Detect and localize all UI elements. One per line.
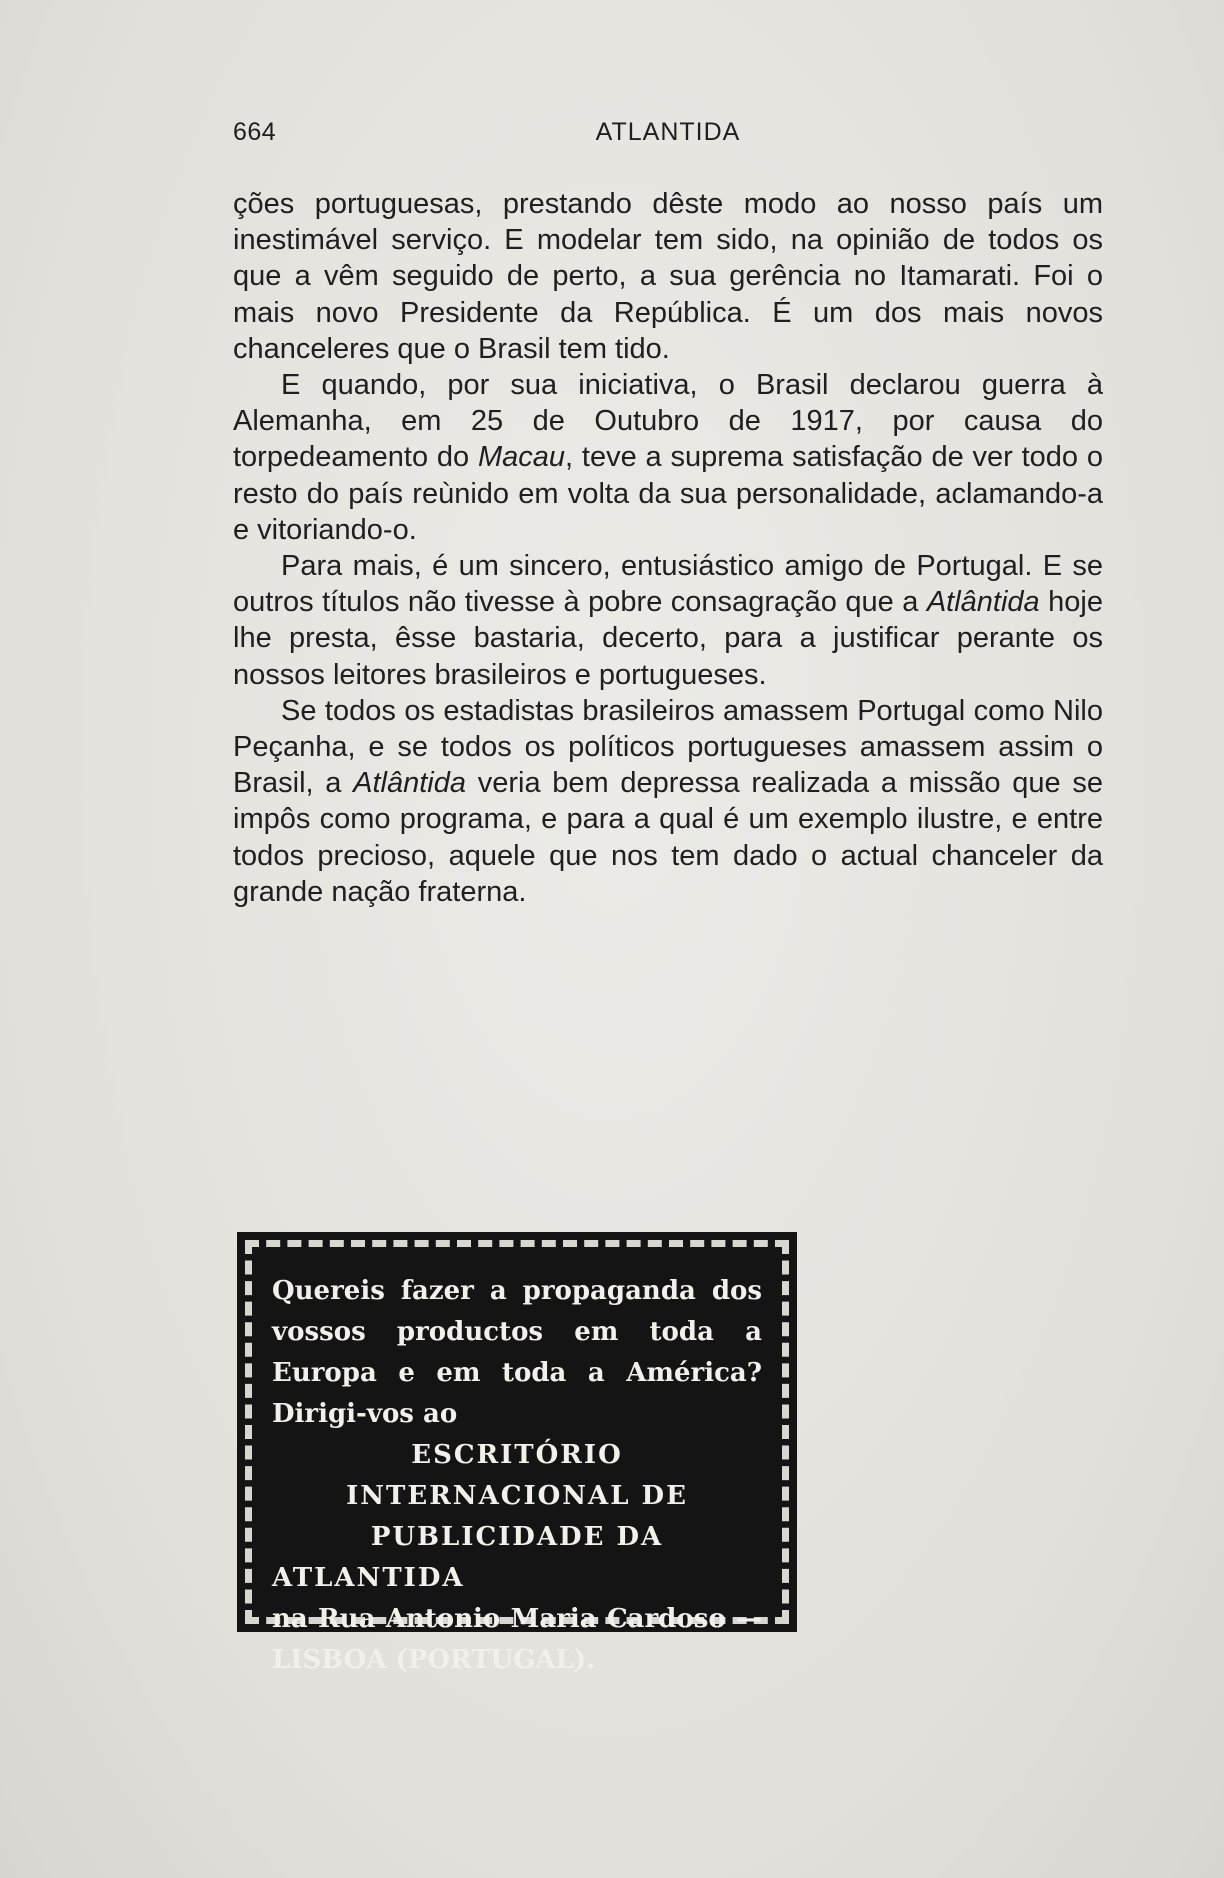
paragraph-2: E quando, por sua iniciativa, o Brasil declarou guerra à Alemanha, em 25 de Outubro de 1917, por causa do torpedeamento do Macau, teve a suprema satisfação de ver todo o resto do país reùnido em volta da sua personalidade, aclamando-a e vitoriando-o. bbox=[233, 369, 1103, 546]
advertisement-address: na Rua Antonio Maria Cardoso — LISBOA (PORTUGAL). bbox=[272, 1604, 762, 1675]
advertisement-intro: Quereis fazer a propaganda dos vossos productos em toda a Europa e em toda a América? Dirigi-vos ao bbox=[272, 1276, 762, 1429]
magazine-name: Atlântida bbox=[926, 586, 1040, 619]
advertisement-text bbox=[272, 1271, 762, 1681]
paragraph-4: Se todos os estadistas brasileiros amassem Portugal como Nilo Peçanha, e se todos os políticos portugueses amassem assim o Brasil, a Atlântida veria bem depressa realizada a missão que se impôs como programa, e para a qual é um exemplo ilustre, e entre todos precioso, aquele que nos tem dado o actual chanceler da grande nação fraterna. bbox=[233, 694, 1103, 908]
magazine-name: Atlântida bbox=[353, 767, 466, 800]
paragraph-1: ções portuguesas, prestando dêste modo ao nosso país um inestimável serviço. E modelar tem sido, na opinião de todos os que a vêm seguido de perto, a sua gerência no Itamarati. Foi o mais novo Presidente da República. É um dos mais novos chanceleres que o Brasil tem tido. bbox=[233, 188, 1103, 365]
running-title: ATLANTIDA bbox=[595, 118, 741, 146]
advertisement-border bbox=[245, 1240, 789, 1675]
page-header bbox=[233, 118, 1103, 158]
ship-name: Macau bbox=[477, 441, 566, 474]
paragraph-3: Para mais, é um sincero, entusiástico amigo de Portugal. E se outros títulos não tivesse à pobre consagração que a Atlântida hoje lhe presta, êsse bastaria, decerto, para a justificar perante os nossos leitores brasileiros e portugueses. bbox=[233, 550, 1103, 691]
page-number: 664 bbox=[233, 118, 277, 146]
advertisement-box bbox=[237, 1232, 797, 1675]
advertisement-company: ESCRITÓRIO INTERNACIONAL DE PUBLICIDADE DA ATLANTIDA bbox=[272, 1440, 688, 1593]
article-body bbox=[233, 186, 1103, 910]
